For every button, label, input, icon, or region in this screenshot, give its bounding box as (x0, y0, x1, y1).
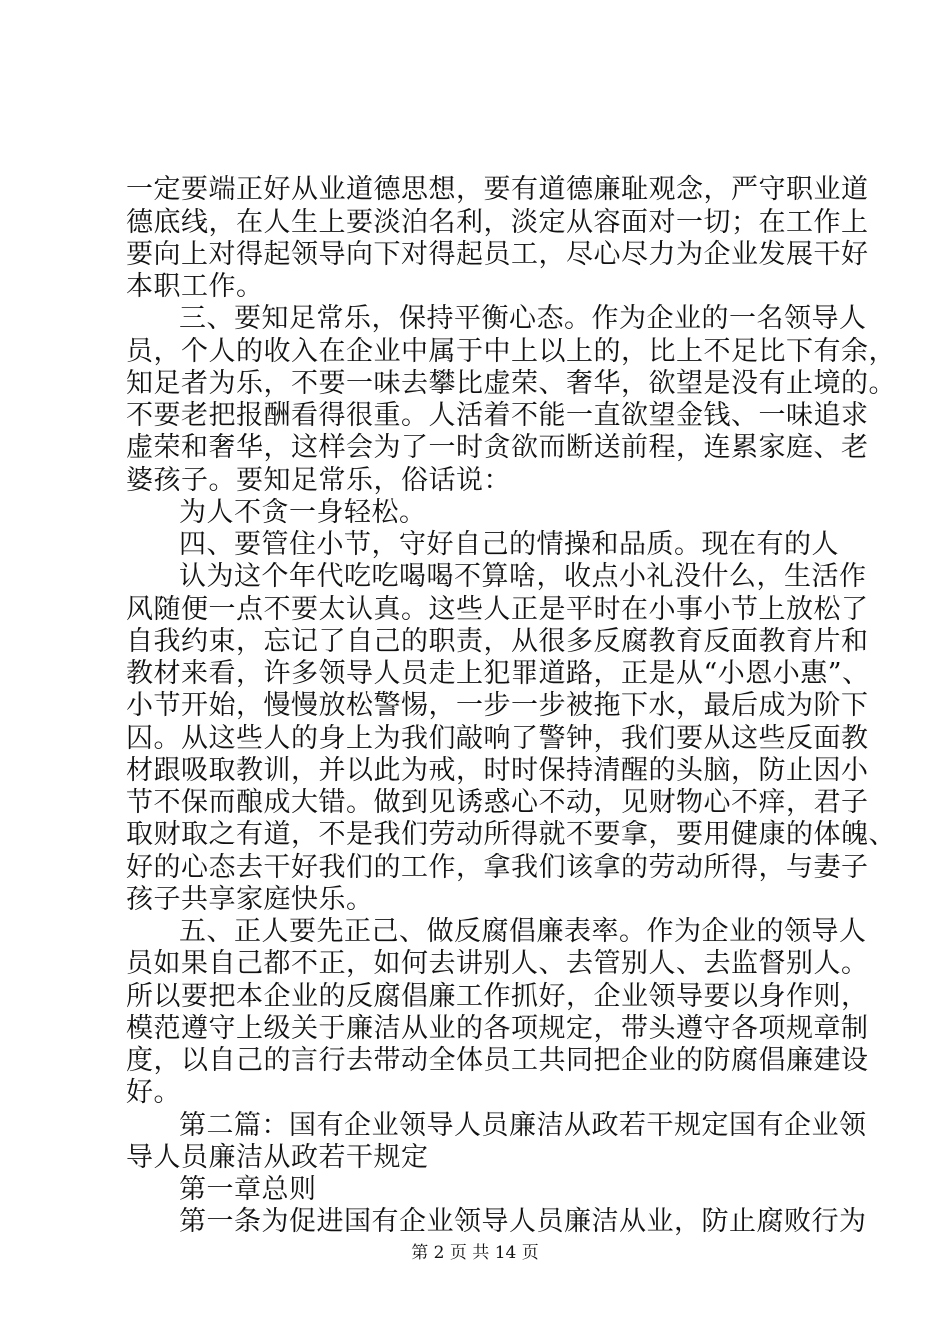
text-line: 德底线，在人生上要淡泊名利，淡定从容面对一切；在工作上 (126, 207, 869, 238)
text-line: 为人不贪一身轻松。 (179, 497, 427, 528)
text-line: 要向上对得起领导向下对得起员工，尽心尽力为企业发展干好 (126, 239, 869, 270)
text-line: 节不保而酿成大错。做到见诱惑心不动，见财物心不痒，君子 (126, 787, 869, 818)
text-line: 第一条为促进国有企业领导人员廉洁从业，防止腐败行为 (179, 1206, 867, 1237)
text-line: 教材来看，许多领导人员走上犯罪道路，正是从“小恩小惠”、 (126, 658, 870, 689)
text-line: 不要老把报酬看得很重。人活着不能一直欲望金钱、一味追求 (126, 400, 869, 431)
text-line: 孩子共享家庭快乐。 (126, 884, 374, 915)
text-line: 材跟吸取教训，并以此为戒，时时保持清醒的头脑，防止因小 (126, 755, 869, 786)
text-line: 好的心态去干好我们的工作，拿我们该拿的劳动所得，与妻子 (126, 852, 869, 883)
text-line: 小节开始，慢慢放松警惕，一步一步被拖下水，最后成为阶下 (126, 690, 869, 721)
text-line: 度，以自己的言行去带动全体员工共同把企业的防腐倡廉建设 (126, 1045, 869, 1076)
text-line: 认为这个年代吃吃喝喝不算啥，收点小礼没什么，生活作 (179, 561, 867, 592)
text-line: 本职工作。 (126, 271, 264, 302)
section-heading-continued: 导人员廉洁从政若干规定 (126, 1142, 429, 1173)
chapter-heading: 第一章总则 (179, 1174, 317, 1205)
text-line: 取财取之有道，不是我们劳动所得就不要拿，要用健康的体魄、 (126, 819, 896, 850)
text-line: 模范遵守上级关于廉洁从业的各项规定，带头遵守各项规章制 (126, 1013, 869, 1044)
text-line: 囚。从这些人的身上为我们敲响了警钟，我们要从这些反面教 (126, 723, 869, 754)
text-line: 员如果自己都不正，如何去讲别人、去管别人、去监督别人。 (126, 948, 869, 979)
text-line: 虚荣和奢华，这样会为了一时贪欲而断送前程，连累家庭、老 (126, 432, 869, 463)
section-heading: 第二篇：国有企业领导人员廉洁从政若干规定国有企业领 (179, 1110, 867, 1141)
text-line: 四、要管住小节，守好自己的情操和品质。现在有的人 (179, 529, 839, 560)
text-line: 风随便一点不要太认真。这些人正是平时在小事小节上放松了 (126, 594, 869, 625)
text-line: 员，个人的收入在企业中属于中上以上的，比上不足比下有余， (126, 336, 896, 367)
text-line: 所以要把本企业的反腐倡廉工作抓好，企业领导要以身作则， (126, 981, 869, 1012)
text-line: 三、要知足常乐，保持平衡心态。作为企业的一名领导人 (179, 303, 867, 334)
text-line: 一定要端正好从业道德思想，要有道德廉耻观念，严守职业道 (126, 174, 869, 205)
page-number-footer: 第 2 页 共 14 页 (411, 1243, 539, 1263)
text-line: 自我约束，忘记了自己的职责，从很多反腐教育反面教育片和 (126, 626, 869, 657)
text-line: 婆孩子。要知足常乐，俗话说： (126, 465, 511, 496)
text-line: 知足者为乐，不要一味去攀比虚荣、奢华，欲望是没有止境的。 (126, 368, 896, 399)
text-line: 五、正人要先正己、做反腐倡廉表率。作为企业的领导人 (179, 916, 867, 947)
text-line: 好。 (126, 1077, 181, 1108)
